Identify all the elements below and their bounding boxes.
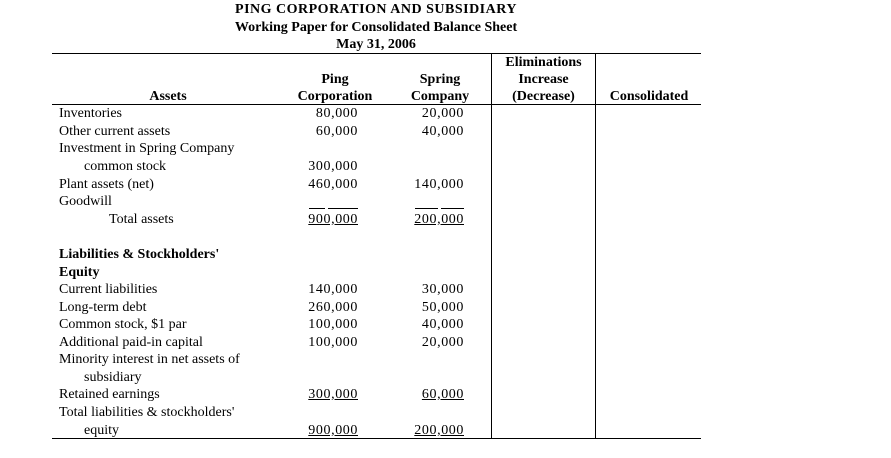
spring-inventories: 20,000 bbox=[421, 106, 464, 121]
assets-header: Assets bbox=[149, 89, 187, 104]
spring-apic: 20,000 bbox=[421, 335, 464, 350]
liabilities-heading-line2: Equity bbox=[59, 265, 100, 280]
row-label-total-le-line2: equity bbox=[84, 423, 119, 438]
row-label-minority-line1: Minority interest in net assets of bbox=[59, 352, 240, 367]
row-label-current-liabilities: Current liabilities bbox=[59, 282, 158, 297]
column-divider-2 bbox=[595, 53, 596, 439]
table-bottom-rule bbox=[52, 438, 701, 439]
row-label-goodwill: Goodwill bbox=[59, 194, 112, 209]
row-label-long-term-debt: Long-term debt bbox=[59, 300, 147, 315]
elim-header-line1: Eliminations bbox=[505, 55, 582, 70]
liabilities-heading-line1: Liabilities & Stockholders' bbox=[59, 247, 220, 262]
ping-other-current-assets: 60,000 bbox=[315, 124, 358, 139]
report-date: May 31, 2006 bbox=[336, 37, 416, 52]
spring-total-assets: 200,000 bbox=[414, 212, 464, 227]
ping-plant-assets: 460,000 bbox=[308, 177, 358, 192]
spring-retained-earnings: 60,000 bbox=[421, 387, 464, 402]
spring-header-line2: Company bbox=[410, 89, 470, 104]
row-label-minority-line2: subsidiary bbox=[84, 370, 142, 385]
row-label-inventories: Inventories bbox=[59, 106, 122, 121]
header-top-rule bbox=[52, 53, 701, 54]
spring-other-current-assets: 40,000 bbox=[421, 124, 464, 139]
ping-total-le: 900,000 bbox=[308, 423, 358, 438]
row-label-total-assets: Total assets bbox=[109, 212, 174, 227]
spring-long-term-debt: 50,000 bbox=[421, 300, 464, 315]
ping-investment: 300,000 bbox=[308, 159, 358, 174]
ping-inventories: 80,000 bbox=[315, 106, 358, 121]
spring-goodwill-blank-b bbox=[441, 208, 464, 209]
ping-common-stock: 100,000 bbox=[308, 317, 358, 332]
report-title: PING CORPORATION AND SUBSIDIARY bbox=[235, 2, 517, 17]
row-label-plant-assets: Plant assets (net) bbox=[59, 177, 154, 192]
report-subtitle: Working Paper for Consolidated Balance Sheet bbox=[234, 20, 518, 35]
consolidated-header: Consolidated bbox=[609, 89, 689, 104]
ping-header-line2: Corporation bbox=[297, 89, 373, 104]
row-label-retained-earnings: Retained earnings bbox=[59, 387, 160, 402]
ping-apic: 100,000 bbox=[308, 335, 358, 350]
spring-total-le: 200,000 bbox=[414, 423, 464, 438]
spring-goodwill-blank-a bbox=[415, 208, 438, 209]
ping-retained-earnings: 300,000 bbox=[308, 387, 358, 402]
row-label-investment-line1: Investment in Spring Company bbox=[59, 141, 235, 156]
spring-plant-assets: 140,000 bbox=[414, 177, 464, 192]
column-divider-1 bbox=[491, 53, 492, 439]
row-label-apic: Additional paid-in capital bbox=[59, 335, 203, 350]
ping-current-liabilities: 140,000 bbox=[308, 282, 358, 297]
ping-long-term-debt: 260,000 bbox=[308, 300, 358, 315]
elim-header-line3: (Decrease) bbox=[512, 89, 575, 104]
spring-header-line1: Spring bbox=[419, 72, 461, 87]
ping-total-assets: 900,000 bbox=[308, 212, 358, 227]
row-label-investment-line2: common stock bbox=[84, 159, 167, 174]
spring-common-stock: 40,000 bbox=[421, 317, 464, 332]
elim-header-line2: Increase bbox=[518, 72, 569, 87]
spring-current-liabilities: 30,000 bbox=[421, 282, 464, 297]
ping-goodwill-blank-a bbox=[309, 208, 325, 209]
row-label-other-current-assets: Other current assets bbox=[59, 124, 171, 139]
row-label-common-stock: Common stock, $1 par bbox=[59, 317, 187, 332]
ping-header-line1: Ping bbox=[321, 72, 349, 87]
row-label-total-le-line1: Total liabilities & stockholders' bbox=[59, 405, 235, 420]
ping-goodwill-blank-b bbox=[328, 208, 358, 209]
